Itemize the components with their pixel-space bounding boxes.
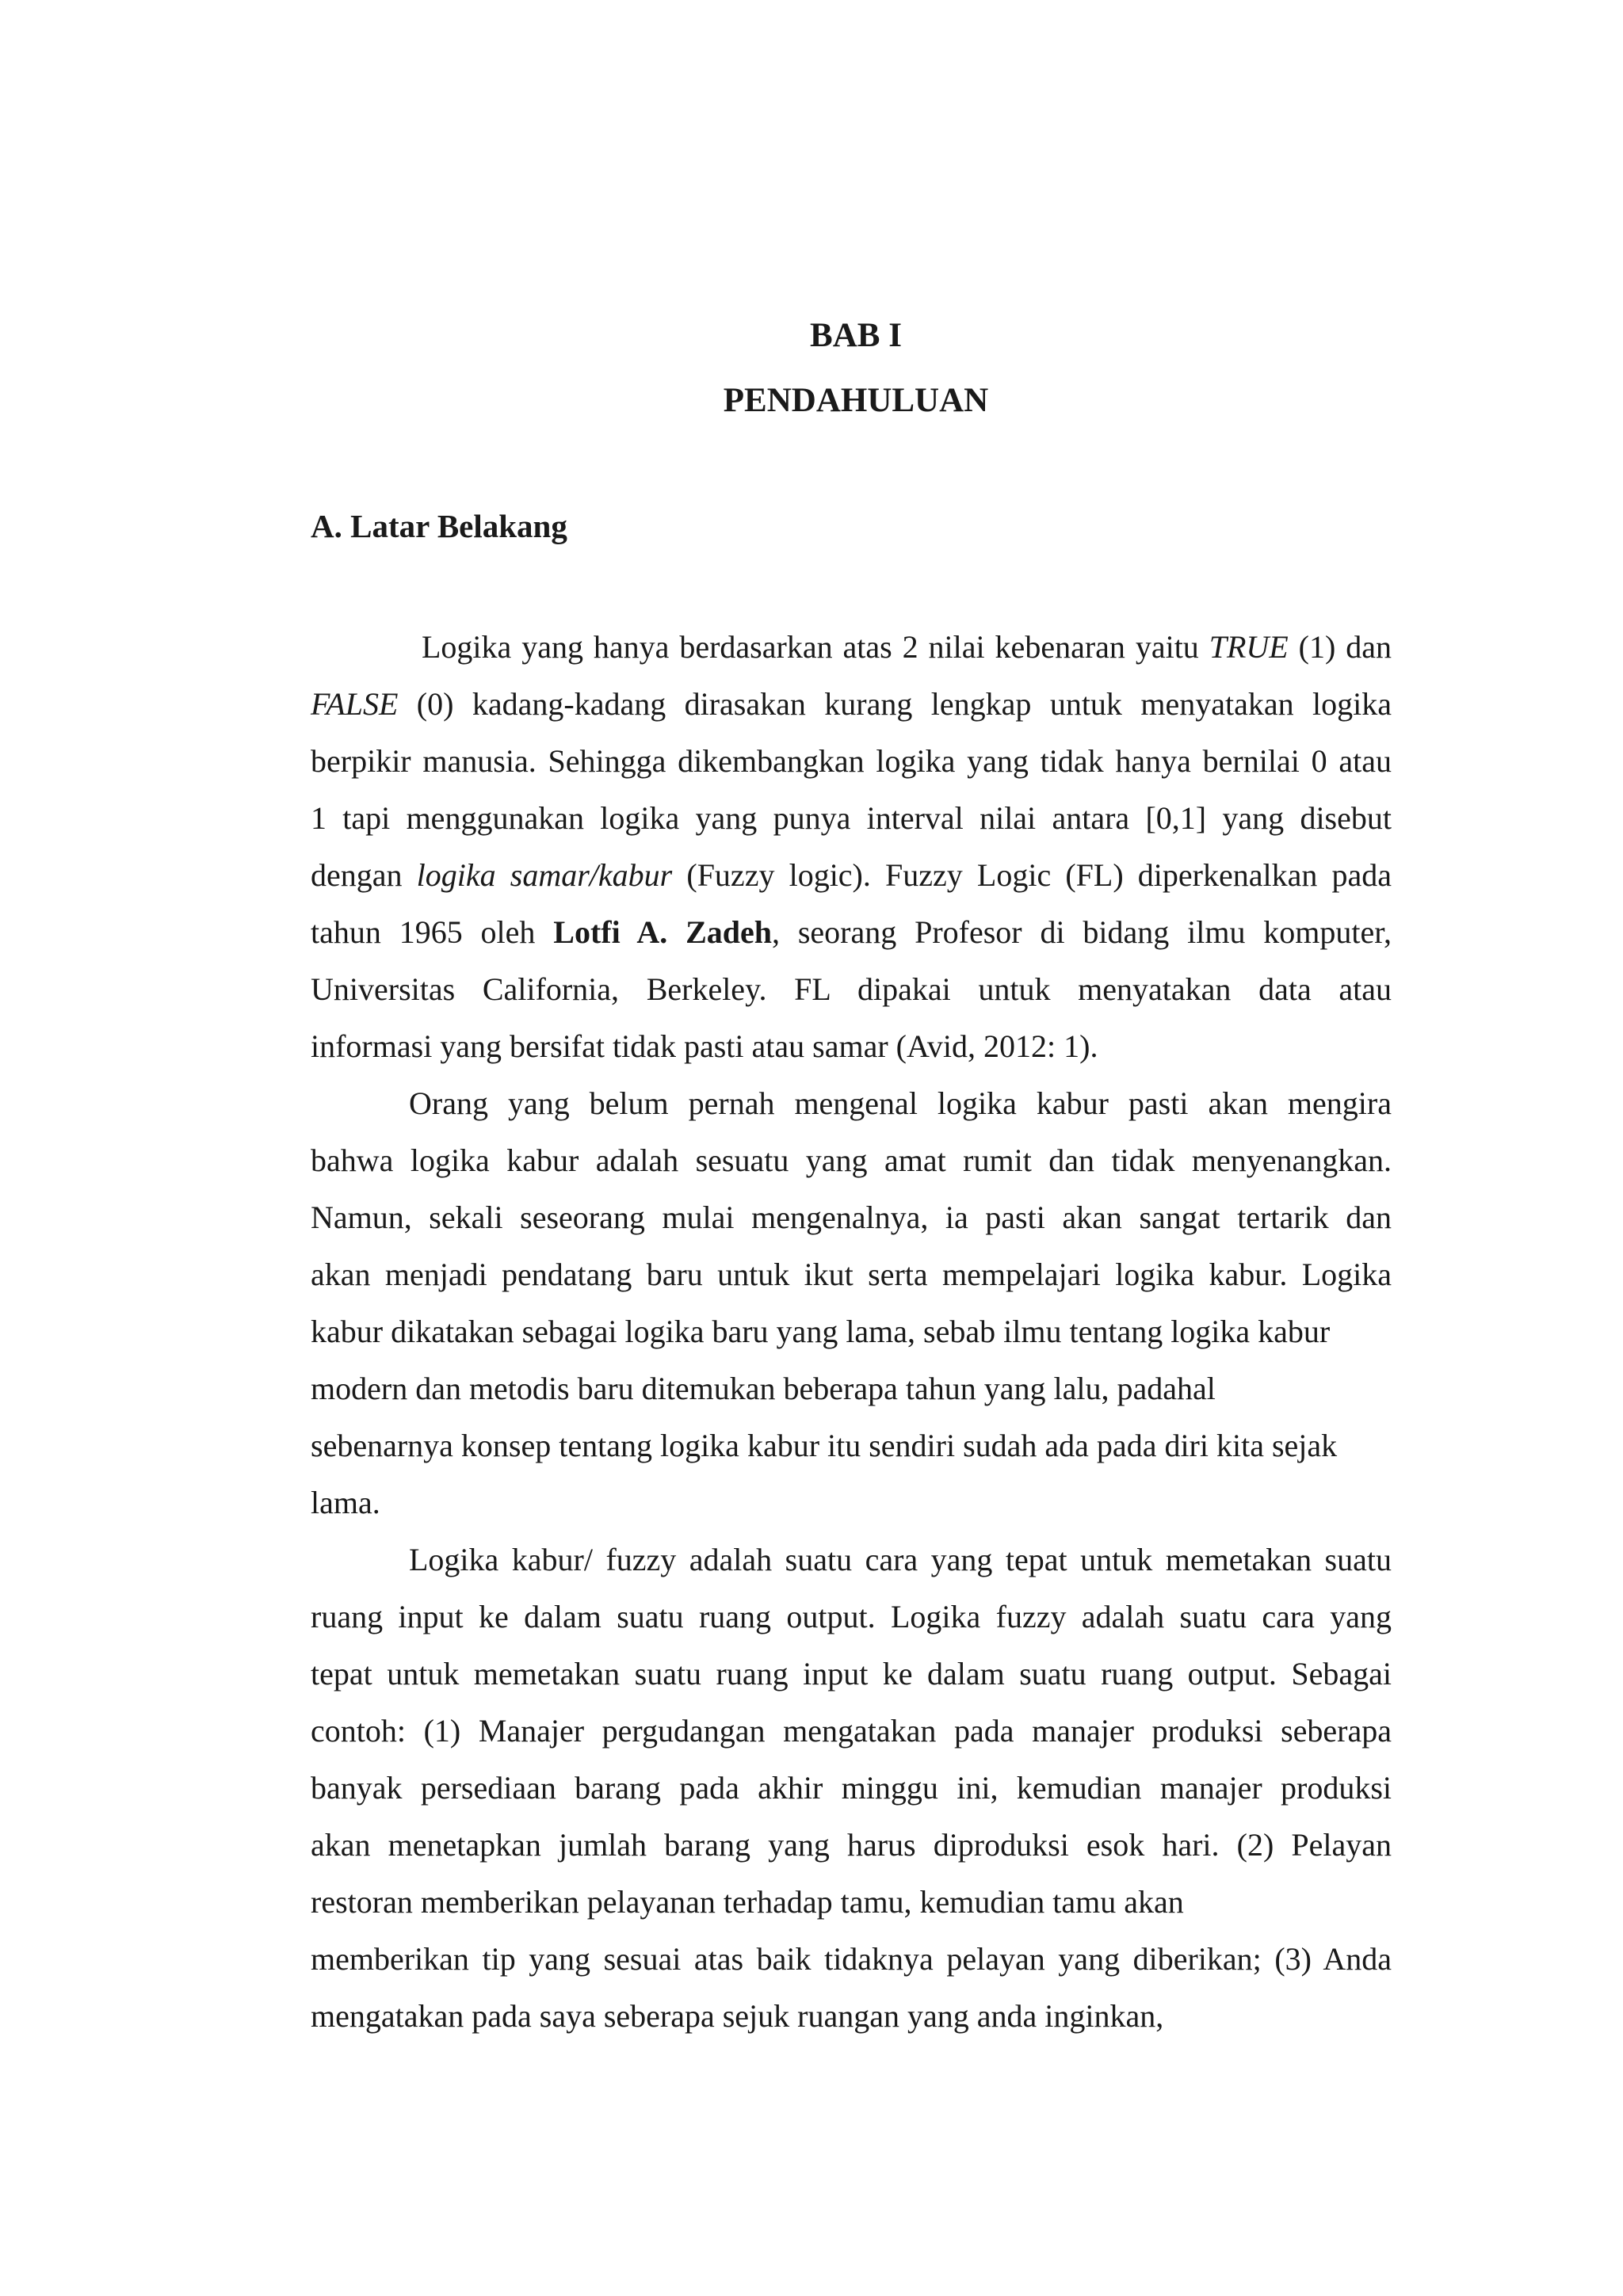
paragraph-2-line-3: Namun, sekali seseorang mulai mengenalnya, ia pasti akan sangat tertarik dan	[311, 1199, 1392, 1235]
paragraph-2-line-7: sebenarnya konsep tentang logika kabur itu sendiri sudah ada pada diri kita sejak	[311, 1428, 1338, 1463]
paragraph-1-line-6: tahun 1965 oleh Lotfi A. Zadeh, seorang Profesor di bidang ilmu komputer,	[311, 914, 1392, 950]
chapter-number: BAB I	[810, 317, 902, 354]
paragraph-3-line-4: contoh: (1) Manajer pergudangan mengatakan pada manajer produksi seberapa	[311, 1713, 1392, 1749]
paragraph-3-line-8: memberikan tip yang sesuai atas baik tidaknya pelayan yang diberikan; (3) Anda	[311, 1941, 1392, 1977]
paragraph-2-line-1: Orang yang belum pernah mengenal logika kabur pasti akan mengira	[409, 1085, 1392, 1121]
paragraph-2-line-5: kabur dikatakan sebagai logika baru yang lama, sebab ilmu tentang logika kabur	[311, 1314, 1331, 1349]
paragraph-2-line-8: lama.	[311, 1485, 380, 1520]
body-text	[311, 619, 1392, 2045]
paragraph-3-line-1: Logika kabur/ fuzzy adalah suatu cara yang tepat untuk memetakan suatu	[409, 1542, 1392, 1577]
paragraph-2-line-6: modern dan metodis baru ditemukan beberapa tahun yang lalu, padahal	[311, 1371, 1216, 1406]
paragraph-1-line-2: FALSE (0) kadang-kadang dirasakan kurang lengkap untuk menyatakan logika	[311, 686, 1392, 722]
chapter-title: PENDAHULUAN	[723, 382, 989, 419]
paragraph-1-line-3: berpikir manusia. Sehingga dikembangkan logika yang tidak hanya bernilai 0 atau	[311, 743, 1392, 779]
paragraph-2-line-2: bahwa logika kabur adalah sesuatu yang amat rumit dan tidak menyenangkan.	[311, 1142, 1392, 1178]
section-heading: A. Latar Belakang	[311, 508, 567, 544]
paragraph-3-line-6: akan menetapkan jumlah barang yang harus diproduksi esok hari. (2) Pelayan	[311, 1827, 1392, 1863]
paragraph-1-line-5: dengan logika samar/kabur (Fuzzy logic). Fuzzy Logic (FL) diperkenalkan pada	[311, 857, 1392, 893]
paragraph-3-line-3: tepat untuk memetakan suatu ruang input ke dalam suatu ruang output. Sebagai	[311, 1656, 1392, 1691]
paragraph-3-line-9: mengatakan pada saya seberapa sejuk ruangan yang anda inginkan,	[311, 1998, 1164, 2034]
paragraph-3-line-7: restoran memberikan pelayanan terhadap tamu, kemudian tamu akan	[311, 1884, 1184, 1920]
paragraph-3-line-2: ruang input ke dalam suatu ruang output. Logika fuzzy adalah suatu cara yang	[311, 1599, 1392, 1634]
paragraph-1-line-7: Universitas California, Berkeley. FL dipakai untuk menyatakan data atau	[311, 971, 1392, 1007]
paragraph-1-line-1: Logika yang hanya berdasarkan atas 2 nilai kebenaran yaitu TRUE (1) dan	[422, 629, 1392, 665]
paragraph-3-line-5: banyak persediaan barang pada akhir minggu ini, kemudian manajer produksi	[311, 1770, 1392, 1806]
paragraph-1-line-8: informasi yang bersifat tidak pasti atau samar (Avid, 2012: 1).	[311, 1028, 1098, 1064]
paragraph-2-line-4: akan menjadi pendatang baru untuk ikut serta mempelajari logika kabur. Logika	[311, 1257, 1392, 1292]
paragraph-1-line-4: 1 tapi menggunakan logika yang punya interval nilai antara [0,1] yang disebut	[311, 800, 1392, 836]
